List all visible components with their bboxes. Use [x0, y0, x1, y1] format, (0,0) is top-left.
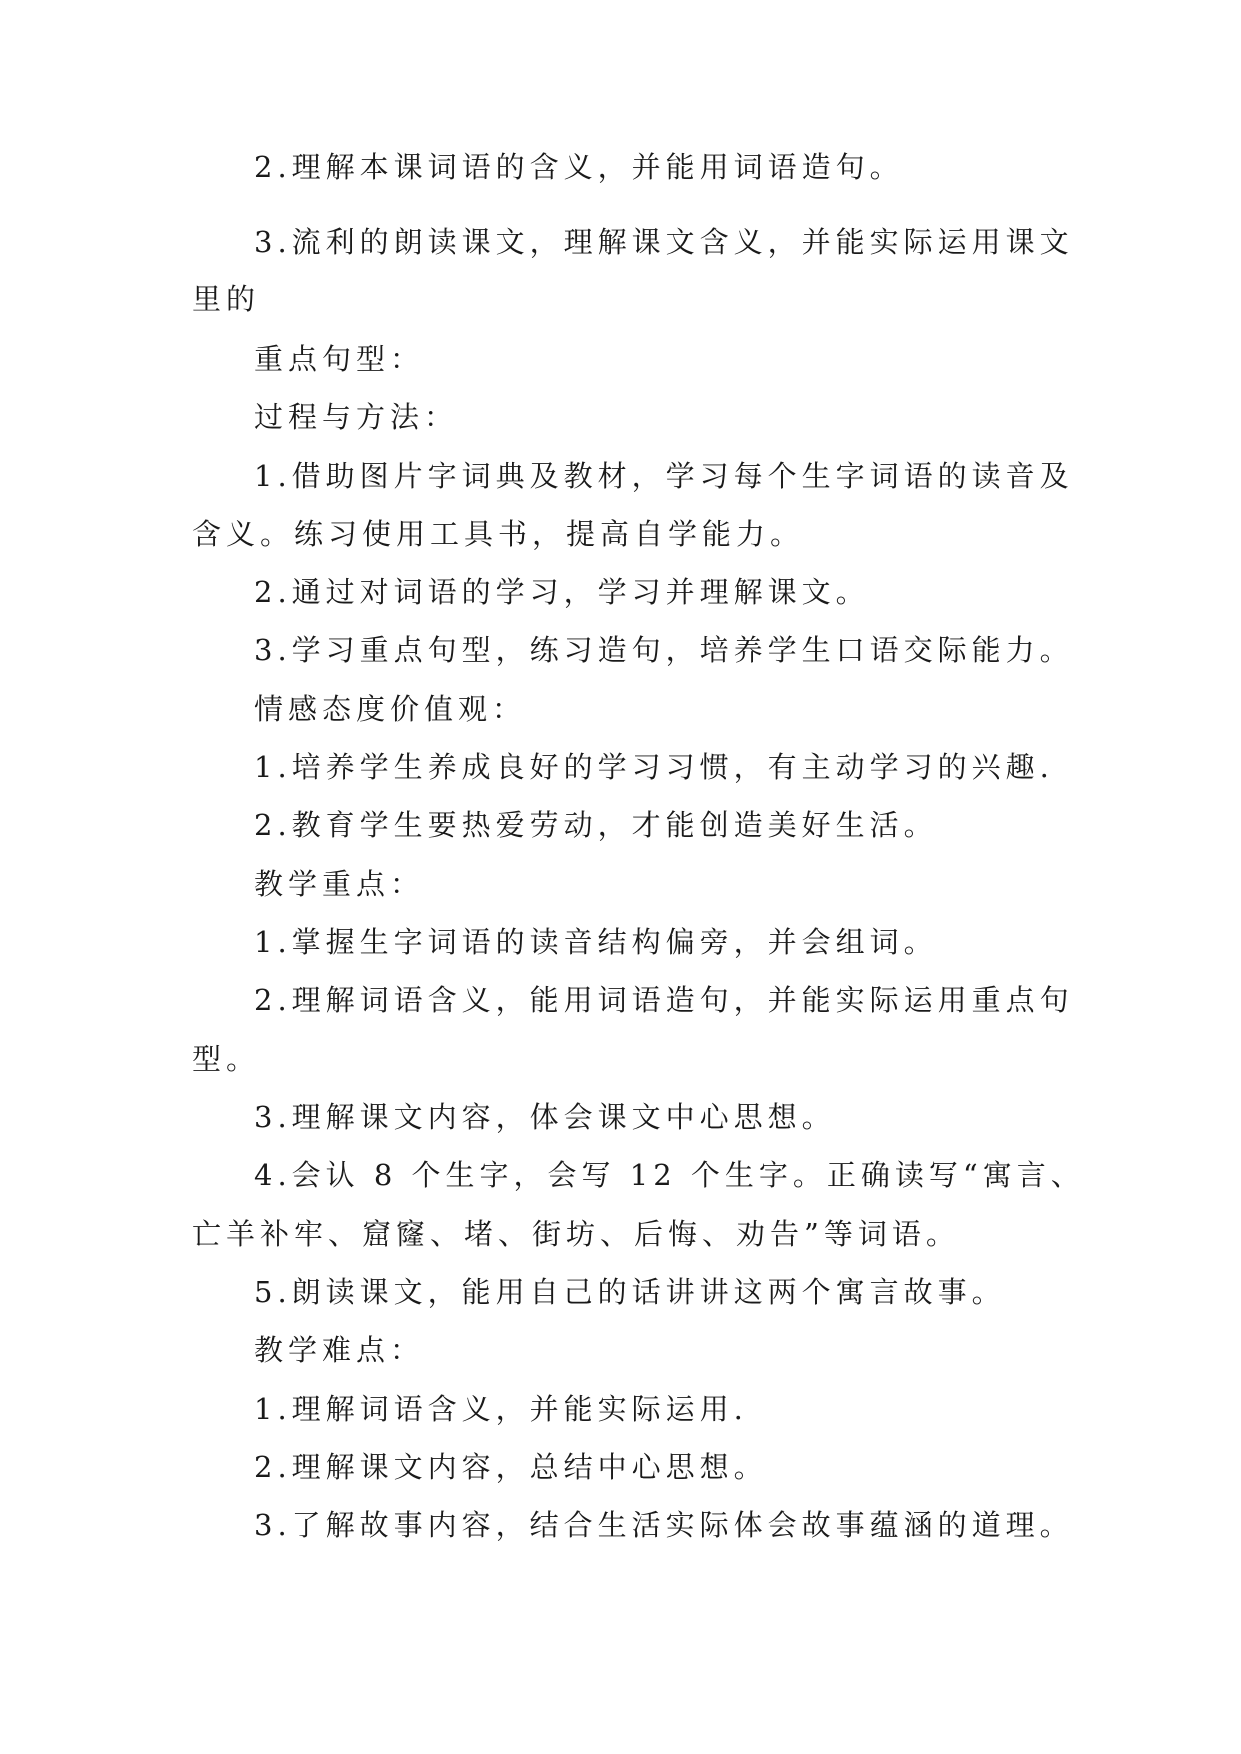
text-line: 3.学习重点句型，练习造句，培养学生口语交际能力。	[254, 633, 1074, 667]
text-line: 2.通过对词语的学习，学习并理解课文。	[254, 575, 870, 609]
text-line: 2.理解本课词语的含义，并能用词语造句。	[254, 150, 904, 184]
text-line: 3.流利的朗读课文，理解课文含义，并能实际运用课文	[254, 225, 1074, 259]
text-line: 2.理解词语含义，能用词语造句，并能实际运用重点句	[254, 983, 1074, 1017]
text-line: 1.掌握生字词语的读音结构偏旁，并会组词。	[254, 925, 938, 959]
section-heading: 过程与方法：	[254, 400, 459, 434]
text-line: 2.教育学生要热爱劳动，才能创造美好生活。	[254, 808, 938, 842]
text-line: 3.了解故事内容，结合生活实际体会故事蕴涵的道理。	[254, 1508, 1074, 1542]
text-line: 4.会认 8 个生字，会写 12 个生字。正确读写“寓言、	[254, 1158, 1085, 1192]
text-line: 2.理解课文内容，总结中心思想。	[254, 1450, 768, 1484]
text-line: 型。	[192, 1042, 261, 1076]
text-line: 1.借助图片字词典及教材，学习每个生字词语的读音及	[254, 459, 1074, 493]
text-line: 3.理解课文内容，体会课文中心思想。	[254, 1100, 836, 1134]
text-line: 含义。练习使用工具书，提高自学能力。	[192, 517, 805, 551]
section-heading: 教学重点：	[254, 867, 425, 901]
section-heading: 情感态度价值观：	[254, 692, 527, 726]
text-line: 5.朗读课文，能用自己的话讲讲这两个寓言故事。	[254, 1275, 1006, 1309]
section-heading: 重点句型：	[254, 342, 425, 376]
text-line: 1.培养学生养成良好的学习习惯，有主动学习的兴趣.	[254, 750, 1054, 784]
text-line: 1.理解词语含义，并能实际运用.	[254, 1392, 748, 1426]
text-line: 亡羊补牢、窟窿、堵、街坊、后悔、劝告”等词语。	[192, 1217, 960, 1251]
section-heading: 教学难点：	[254, 1333, 425, 1367]
text-line: 里的	[192, 282, 261, 316]
